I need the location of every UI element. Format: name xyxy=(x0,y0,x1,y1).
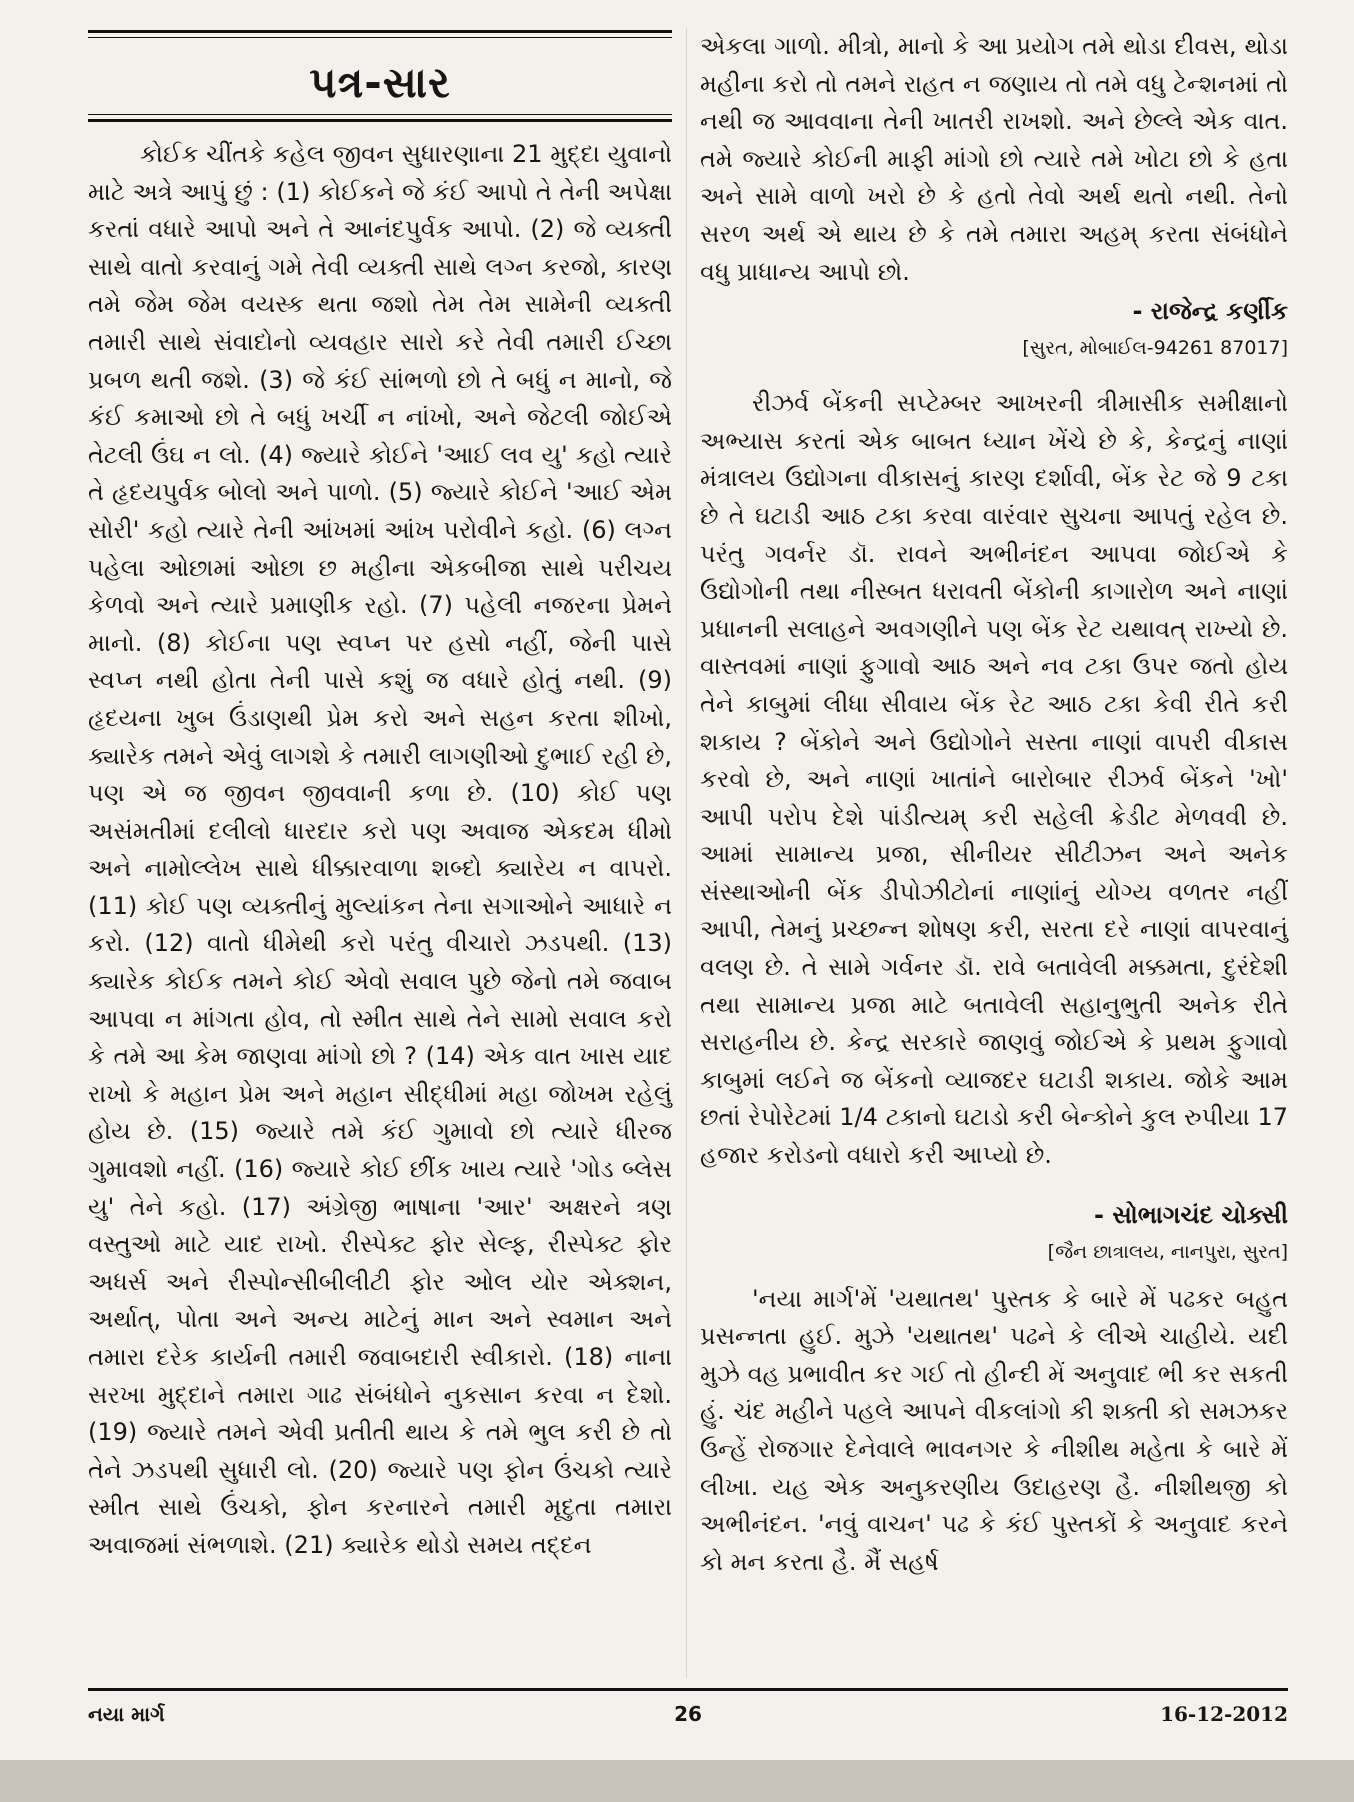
footer-rule xyxy=(88,1688,1288,1691)
letter-signature: - રાજેન્દ્ર કર્ણીક xyxy=(1132,297,1288,326)
masthead-top-rule xyxy=(88,30,672,33)
letter-continuation: એકલા ગાળો. મીત્રો, માનો કે આ પ્રયોગ તમે થોડા દીવસ, થોડા મહીના કરો તો તમને રાહત ન જણાય તો તમે વધુ ટેન્શનમાં તો નથી જ આવવાના તેની ખાતરી રાખશો. અને છેલ્લે એક વાત. તમે જ્યારે કોઈની માફી માંગો છો ત્યારે તમે ખોટા છો કે હતા અને સામે વાળો ખરો છે કે હતો તેવો અર્થ થતો નથી. તેનો સરળ અર્થ એ થાય છે કે તમે તમારા અહમ્ કરતા સંબંધોને વધુ પ્રાધાન્ય આપો છો. xyxy=(700,32,1288,286)
page-number: 26 xyxy=(674,1702,702,1726)
section-masthead xyxy=(88,28,672,124)
column-divider xyxy=(686,28,687,1678)
spacer xyxy=(700,1175,1288,1195)
left-column xyxy=(88,28,672,1565)
letter-body: કોઈક ચીંતકે કહેલ જીવન સુધારણાના 21 મુદ્દા યુવાનો માટે અત્રે આપું છું : (1) કોઈકને જે કંઈ આપો તે તેની અપેક્ષા કરતાં વધારે આપો અને તે આનંદપુર્વક આપો. (2) જે વ્યક્તી સાથે વાતો કરવાનું ગમે તેવી વ્યક્તી સાથે લગ્ન કરજો, કારણ તમે જેમ જેમ વયસ્ક થતા જશો તેમ તેમ સામેની વ્યક્તી તમારી સાથે સંવાદોનો વ્યવહાર સારો કરે તેવી તમારી ઈચ્છા પ્રબળ થતી જશે. (3) જે કંઈ સાંભળો છો તે બધું ન માનો, જે કંઈ કમાઓ છો તે બધું ખર્ચી ન નાંખો, અને જેટલી જોઈએ તેટલી ઉંઘ ન લો. (4) જ્યારે કોઈને 'આઈ લવ યુ' કહો ત્યારે તે હૃદયપુર્વક બોલો અને પાળો. (5) જ્યારે કોઈને 'આઈ એમ સોરી' કહો ત્યારે તેની આંખમાં આંખ પરોવીને કહો. (6) લગ્ન પહેલા ઓછામાં ઓછા છ મહીના એકબીજા સાથે પરીચય કેળવો અને ત્યારે પ્રમાણીક રહો. (7) પહેલી નજરના પ્રેમને માનો. (8) કોઈના પણ સ્વપ્ન પર હસો નહીં, જેની પાસે સ્વપ્ન નથી હોતા તેની પાસે કશું જ વધારે હોતું નથી. (9) હૃદયના ખુબ ઉંડાણથી પ્રેમ કરો અને સહન કરતા શીખો, ક્યારેક તમને એવું લાગશે કે તમારી લાગણીઓ દુભાઈ રહી છે, પણ એ જ જીવન જીવવાની કળા છે. (10) કોઈ પણ અસંમતીમાં દલીલો ધારદાર કરો પણ અવાજ એકદમ ધીમો અને નામોલ્લેખ સાથે ધીક્કારવાળા શબ્દો ક્યારેય ન વાપરો. (11) કોઈ પણ વ્યક્તીનું મુલ્યાંકન તેના સગાઓને આધારે ન કરો. (12) વાતો ધીમેથી કરો પરંતુ વીચારો ઝડપથી. (13) ક્યારેક કોઈક તમને કોઈ એવો સવાલ પુછે જેનો તમે જવાબ આપવા ન માંગતા હોવ, તો સ્મીત સાથે તેને સામો સવાલ કરો કે તમે આ કેમ જાણવા માંગો છો ? (14) એક વાત ખાસ યાદ રાખો કે મહાન પ્રેમ અને મહાન સીદ્ધીમાં મહા જોખમ રહેલું હોય છે. (15) જ્યારે તમે કંઈ ગુમાવો છો ત્યારે ધીરજ ગુમાવશો નહીં. (16) જ્યારે કોઈ છીંક ખાય ત્યારે 'ગોડ બ્લેસ યુ' તેને કહો. (17) અંગ્રેજી ભાષાના 'આર' અક્ષરને ત્રણ વસ્તુઓ માટે યાદ રાખો. રીસ્પેક્ટ ફોર સેલ્ફ, રીસ્પેક્ટ ફોર અધર્સ અને રીસ્પોન્સીબીલીટી ફોર ઓલ યોર એક્શન, અર્થાત્, પોતા અને અન્ય માટેનું માન અને સ્વમાન અને તમારા દરેક કાર્યની તમારી જવાબદારી સ્વીકારો. (18) નાના સરખા મુદ્દાને તમારા ગાઢ સંબંધોને નુકસાન કરવા ન દેશો. (19) જ્યારે તમને એવી પ્રતીતી થાય કે તમે ભુલ કરી છે તો તેને ઝડપથી સુધારી લો. (20) જ્યારે પણ ફોન ઉંચકો ત્યારે સ્મીત સાથે ઉંચકો, ફોન કરનારને તમારી મૃદુતા તમારા અવાજમાં સંભળાશે. (21) ક્યારેક થોડો સમય તદ્દન xyxy=(88,140,672,1559)
letter-signature: - સોભાગચંદ ચોક્સી xyxy=(1094,1200,1288,1229)
masthead-bottom-rule xyxy=(88,119,672,122)
letter-address: [જૈન છાત્રાલય, નાનપુરા, સુરત] xyxy=(1047,1240,1288,1263)
page-footer xyxy=(88,1688,1288,1738)
masthead-top-rule-thin xyxy=(88,37,672,38)
publication-name: નયા માર્ગ xyxy=(88,1702,165,1726)
issue-date: 16-12-2012 xyxy=(1160,1702,1288,1726)
letter-body: 'નયા માર્ગ'મેં 'યથાતથ' પુસ્તક કે બારે મેં પઢકર બહુત પ્રસન્નતા હુઈ. મુઝે 'યથાતથ' પઢને કે લીએ ચાહીયે. યદી મુઝે વહ પ્રભાવીત કર ગઈ તો હીન્દી મેં અનુવાદ ભી કર સકતી હું. ચંદ મહીને પહલે આપને વીકલાંગો કી શક્તી કો સમઝકર ઉન્હેં રોજગાર દેનેવાલે ભાવનગર કે નીશીથ મહેતા કે બારે મેં લીખા. યહ એક અનુકરણીય ઉદાહરણ હૈ. નીશીથજી કો અભીનંદન. 'નવું વાચન' પઢ કે કંઈ પુસ્તકોં કે અનુવાદ કરને કો મન કરતા હૈ. મૈં સહર્ષ xyxy=(700,1284,1288,1576)
spacer xyxy=(700,365,1288,385)
right-column xyxy=(700,28,1288,1581)
scan-edge xyxy=(0,1760,1354,1802)
letter-address: [સુરત, મોબાઈલ-94261 87017] xyxy=(1022,337,1288,360)
section-title: પત્ર-સાર xyxy=(309,58,451,107)
letter-body: રીઝર્વ બેંકની સપ્ટેમ્બર આખરની ત્રીમાસીક સમીક્ષાનો અભ્યાસ કરતાં એક બાબત ધ્યાન ખેંચે છે કે, કેન્દ્રનું નાણાં મંત્રાલય ઉદ્યોગના વીકાસનું કારણ દર્શાવી, બેંક રેટ જે 9 ટકા છે તે ઘટાડી આઠ ટકા કરવા વારંવાર સુચના આપતું રહેલ છે. પરંતુ ગવર્નર ડૉ. રાવને અભીનંદન આપવા જોઈએ કે ઉદ્યોગોની તથા નીસ્બત ધરાવતી બેંકોની કાગારોળ અને નાણાં પ્રધાનની સલાહને અવગણીને પણ બેંક રેટ યથાવત્ રાખ્યો છે. વાસ્તવમાં નાણાં ફુગાવો આઠ અને નવ ટકા ઉપર જતો હોય તેને કાબુમાં લીધા સીવાય બેંક રેટ આઠ ટકા કેવી રીતે કરી શકાય ? બેંકોને અને ઉદ્યોગોને સસ્તા નાણાં વાપરી વીકાસ કરવો છે, અને નાણાં ખાતાંને બારોબાર રીઝર્વ બેંકને 'ખો' આપી પરોપ દેશે પાંડીત્યમ્ કરી સહેલી ક્રેડીટ મેળવવી છે. આમાં સામાન્ય પ્રજા, સીનીયર સીટીઝન અને અનેક સંસ્થાઓની બેંક ડીપોઝીટોનાં નાણાંનું યોગ્ય વળતર નહીં આપી, તેમનું પ્રચ્છન્ન શોષણ કરી, સરતા દરે નાણાં વાપરવાનું વલણ છે. તે સામે ગર્વનર ડૉ. રાવે બતાવેલી મક્કમતા, દુરંદેશી તથા સામાન્ય પ્રજા માટે બતાવેલી સહાનુભુતી અનેક રીતે સરાહનીય છે. કેન્દ્ર સરકારે જાણવું જોઈએ કે પ્રથમ ફુગાવો કાબુમાં લઈને જ બેંકનો વ્યાજદર ઘટાડી શકાય. જોકે આમ છતાં રેપોરેટમાં 1/4 ટકાનો ઘટાડો કરી બેન્કોને કુલ રુપીયા 17 હજાર કરોડનો વધારો કરી આપ્યો છે. xyxy=(700,389,1288,1170)
spacer xyxy=(700,1269,1288,1281)
masthead-bottom-rule-thin xyxy=(88,114,672,115)
